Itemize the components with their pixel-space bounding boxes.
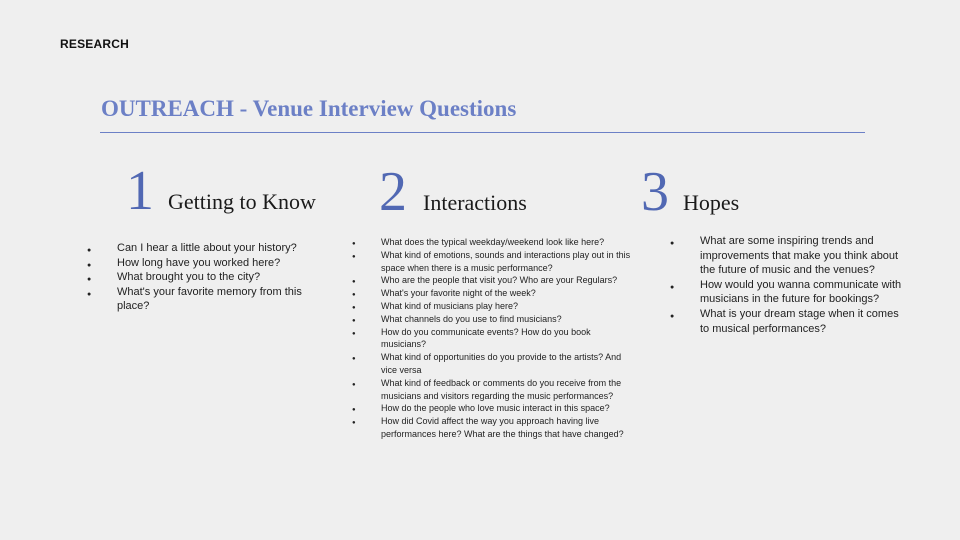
column-3-number: 3 — [641, 161, 669, 223]
list-item: ● How long have you worked here? — [87, 256, 337, 271]
list-item: ● Can I hear a little about your history? — [87, 241, 337, 256]
list-item: ● How would you wanna communicate with musicians in the future for bookings? — [670, 278, 905, 307]
column-2-header — [379, 161, 527, 223]
column-1-question-list — [87, 241, 337, 314]
column-3-heading: Hopes — [683, 190, 740, 215]
list-item: ● What does the typical weekday/weekend look like here? — [352, 236, 632, 249]
list-item: ● What kind of feedback or comments do you receive from the musicians and visitors regarding the music performances? — [352, 377, 632, 403]
slide-title: OUTREACH - Venue Interview Questions — [101, 96, 517, 121]
column-3-header — [641, 161, 740, 223]
list-item: ● What is your dream stage when it comes to musical performances? — [670, 307, 905, 336]
column-2-heading: Interactions — [423, 190, 527, 215]
section-label: RESEARCH — [60, 37, 129, 51]
column-1-number: 1 — [126, 160, 154, 222]
list-item: ● What are some inspiring trends and improvements that make you think about the future of music and the venues? — [670, 234, 905, 278]
list-item: ● How did Covid affect the way you approach having live performances here? What are the things that have changed? — [352, 415, 632, 441]
list-item: ● What channels do you use to find musicians? — [352, 313, 632, 326]
list-item: ● What kind of emotions, sounds and interactions play out in this space when there is a music performance? — [352, 249, 632, 275]
list-item: ● What kind of musicians play here? — [352, 300, 632, 313]
list-item: ● What brought you to the city? — [87, 270, 337, 285]
list-item: ● How do the people who love music interact in this space? — [352, 402, 632, 415]
column-2-question-list — [352, 236, 632, 441]
column-3-question-list — [670, 234, 905, 336]
list-item: ● What's your favorite memory from this place? — [87, 285, 337, 314]
list-item: ● Who are the people that visit you? Who are your Regulars? — [352, 274, 632, 287]
list-item: ● What's your favorite night of the week? — [352, 287, 632, 300]
column-1-header — [126, 160, 316, 222]
column-1-heading: Getting to Know — [168, 189, 316, 214]
list-item: ● How do you communicate events? How do you book musicians? — [352, 326, 632, 352]
list-item: ● What kind of opportunities do you provide to the artists? And vice versa — [352, 351, 632, 377]
title-divider — [100, 132, 865, 133]
column-2-number: 2 — [379, 161, 407, 223]
